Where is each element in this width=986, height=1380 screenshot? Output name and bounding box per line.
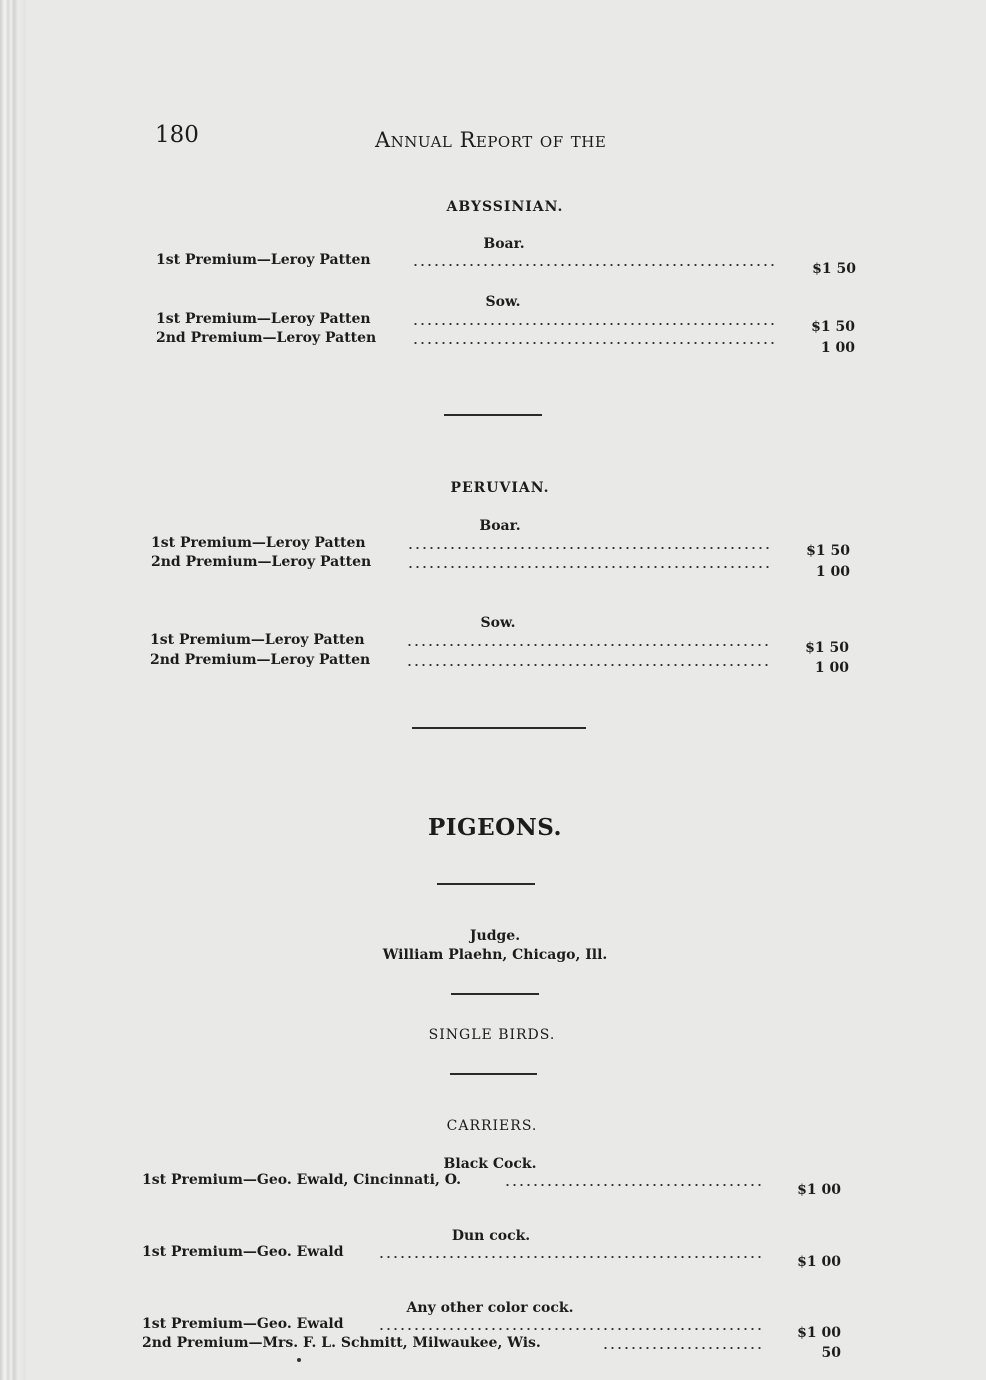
subsection-peruvian-sow: Sow. — [480, 615, 516, 631]
entry-label: 2nd Premium—Leroy Patten — [151, 554, 372, 570]
premium-entry — [151, 554, 771, 572]
dot-leader — [378, 1256, 762, 1258]
entry-amount: 1 00 — [814, 660, 849, 676]
chapter-title-pigeons: PIGEONS. — [427, 814, 563, 841]
subsection-abyssinian-boar: Boar. — [483, 236, 525, 252]
entry-label: 1st Premium—Leroy Patten — [151, 535, 366, 551]
section-title-peruvian: PERUVIAN. — [450, 480, 550, 496]
premium-entry — [142, 1244, 762, 1262]
entry-label: 1st Premium—Leroy Patten — [156, 311, 371, 327]
single-birds-title: SINGLE BIRDS. — [428, 1027, 556, 1043]
entry-amount: 1 00 — [820, 340, 855, 356]
entry-amount: $1 50 — [806, 543, 850, 559]
running-title: Annual Report of the — [375, 128, 607, 152]
entry-amount: $1 50 — [812, 261, 856, 277]
entry-amount: 1 00 — [815, 564, 850, 580]
ink-speck — [297, 1358, 301, 1362]
entry-label: 1st Premium—Leroy Patten — [150, 632, 365, 648]
premium-entry — [142, 1335, 762, 1353]
dot-leader — [504, 1184, 762, 1186]
dot-leader — [407, 566, 771, 568]
dot-leader — [412, 264, 776, 266]
dot-leader — [406, 664, 770, 666]
dot-leader — [412, 323, 776, 325]
entry-amount: $1 50 — [811, 319, 855, 335]
dot-leader — [406, 644, 770, 646]
entry-label: 1st Premium—Geo. Ewald — [142, 1316, 344, 1332]
premium-entry — [156, 311, 776, 329]
dot-leader — [412, 342, 776, 344]
premium-entry — [142, 1316, 762, 1334]
section-divider — [444, 414, 542, 416]
entry-label: 2nd Premium—Mrs. F. L. Schmitt, Milwaukee, Wis. — [142, 1335, 541, 1351]
entry-label: 2nd Premium—Leroy Patten — [150, 652, 371, 668]
entry-label: 2nd Premium—Leroy Patten — [156, 330, 377, 346]
entry-label: 1st Premium—Geo. Ewald — [142, 1244, 344, 1260]
section-divider — [412, 727, 586, 729]
book-gutter — [0, 0, 26, 1380]
premium-entry — [150, 632, 770, 650]
premium-entry — [151, 535, 771, 553]
subsection-black-cock: Black Cock. — [443, 1156, 537, 1172]
section-title-abyssinian: ABYSSINIAN. — [446, 199, 564, 215]
dot-leader — [378, 1328, 762, 1330]
subsection-abyssinian-sow: Sow. — [485, 294, 521, 310]
entry-amount: $1 00 — [797, 1182, 841, 1198]
premium-entry — [156, 330, 776, 348]
entry-label: 1st Premium—Geo. Ewald, Cincinnati, O. — [142, 1172, 461, 1188]
subsection-dun-cock: Dun cock. — [451, 1228, 531, 1244]
section-divider — [450, 1073, 537, 1075]
section-divider — [437, 883, 535, 885]
premium-entry — [142, 1172, 762, 1190]
premium-entry — [156, 252, 776, 270]
subsection-other-color-cock: Any other color cock. — [406, 1300, 574, 1316]
page-number: 180 — [155, 122, 199, 148]
carriers-title: CARRIERS. — [446, 1118, 538, 1134]
entry-amount: $1 00 — [797, 1325, 841, 1341]
entry-amount: $1 50 — [805, 640, 849, 656]
section-divider — [451, 993, 539, 995]
dot-leader — [407, 547, 771, 549]
premium-entry — [150, 652, 770, 670]
entry-amount: 50 — [821, 1345, 841, 1361]
dot-leader — [602, 1347, 762, 1349]
subsection-peruvian-boar: Boar. — [479, 518, 521, 534]
judge-name: William Plaehn, Chicago, Ill. — [382, 947, 608, 963]
entry-label: 1st Premium—Leroy Patten — [156, 252, 371, 268]
judge-label: Judge. — [469, 928, 521, 944]
entry-amount: $1 00 — [797, 1254, 841, 1270]
